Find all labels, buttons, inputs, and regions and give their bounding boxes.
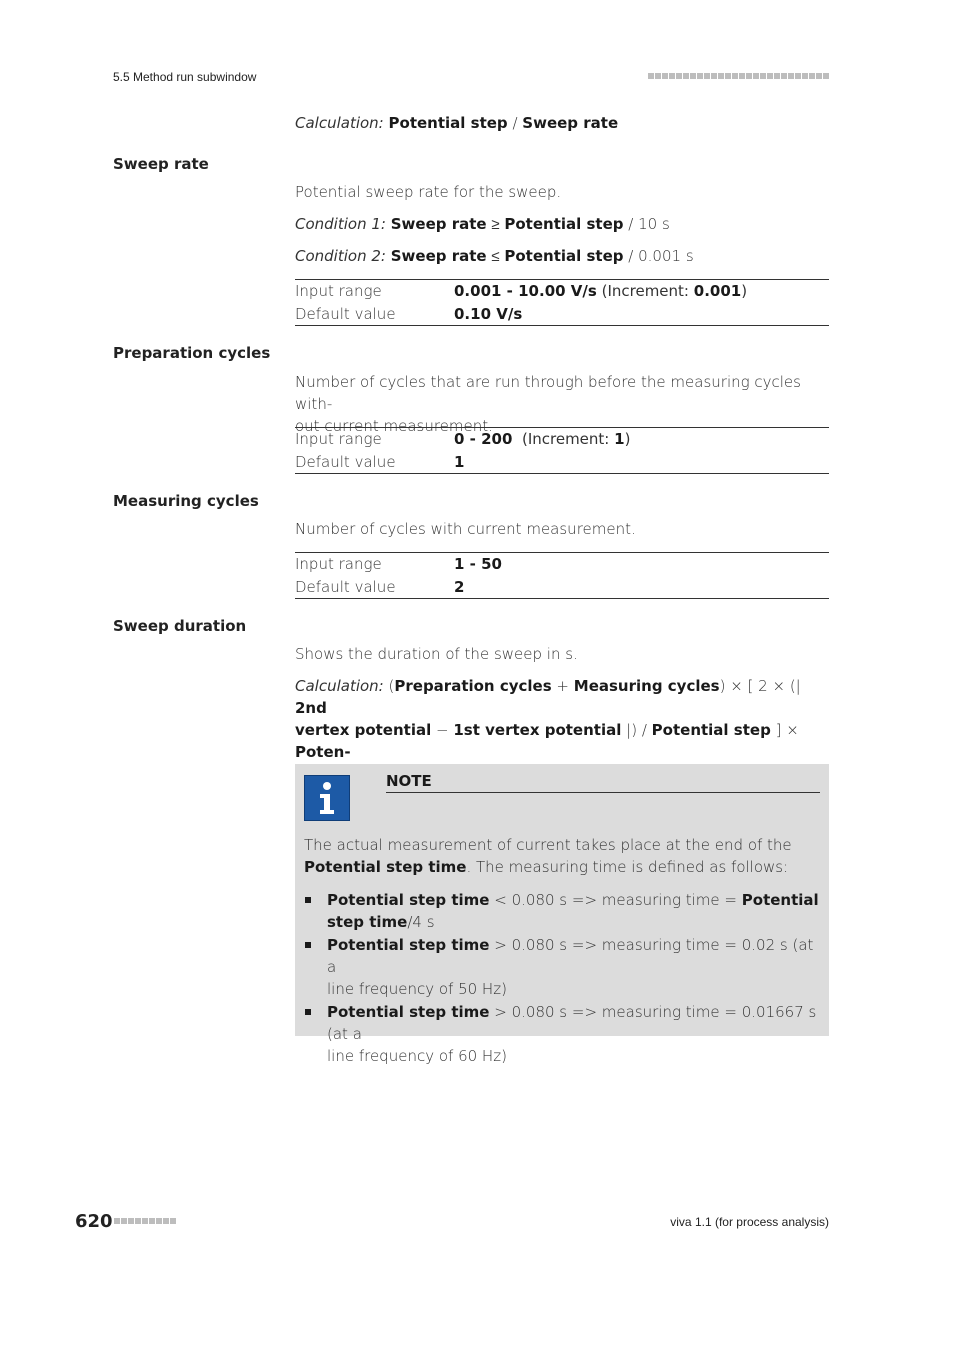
bullet-icon [305, 1009, 311, 1015]
section-title-sweep-duration: Sweep duration [113, 617, 247, 635]
header-decoration [648, 73, 829, 79]
sweep-duration-calculation: Calculation: (Preparation cycles + Measuring cycles) × [ 2 × (| 2nd vertex potential − 1st vertex potential |) / Potential step ] × Poten- [295, 677, 801, 761]
sweep-rate-condition-1: Condition 1: Sweep rate ≥ Potential step / 10 s [295, 215, 670, 233]
table-row: Default value 2 [295, 577, 465, 596]
list-item: Potential step time > 0.080 s => measuring time = 0.01667 s (at a line frequency of 60 Hz) [304, 1001, 824, 1067]
table-row: Default value 0.10 V/s [295, 304, 523, 323]
footer-decoration [114, 1218, 176, 1224]
list-item: Potential step time < 0.080 s => measuring time = Potential step time/4 s [304, 889, 824, 933]
preparation-cycles-description: Number of cycles that are run through before the measuring cycles with- out current measurement. [295, 373, 801, 435]
table-row: Input range 1 - 50 [295, 555, 502, 573]
table-row: Input range 0 - 200 (Increment: 1) [295, 430, 631, 448]
note-title: NOTE [386, 772, 820, 793]
note-text: The actual measurement of current takes place at the end of the Potential step time. The measuring time is defined as follows: [304, 836, 792, 876]
sweep-rate-table [295, 279, 829, 326]
sweep-rate-condition-2: Condition 2: Sweep rate ≤ Potential step / 0.001 s [295, 247, 694, 265]
running-header: 5.5 Method run subwindow [113, 70, 257, 84]
bullet-icon [305, 942, 311, 948]
note-bullet-list [304, 889, 824, 1068]
note-box [295, 764, 829, 1065]
preparation-cycles-table [295, 427, 829, 474]
measuring-cycles-table [295, 552, 829, 599]
list-item: Potential step time > 0.080 s => measuring time = 0.02 s (at a line frequency of 50 Hz) [304, 934, 824, 1000]
table-row: Input range 0.001 - 10.00 V/s (Increment: 0.001) [295, 282, 748, 300]
measuring-cycles-description: Number of cycles with current measurement. [295, 520, 636, 538]
section-title-preparation-cycles: Preparation cycles [113, 344, 271, 362]
sweep-rate-description: Potential sweep rate for the sweep. [295, 183, 562, 201]
sweep-duration-description: Shows the duration of the sweep in s. [295, 645, 578, 663]
calculation-line: Calculation: Potential step / Sweep rate [295, 114, 619, 132]
section-title-measuring-cycles: Measuring cycles [113, 492, 259, 510]
page-number: 620 [75, 1211, 113, 1232]
bullet-icon [305, 897, 311, 903]
info-icon [304, 775, 350, 821]
section-title-sweep-rate: Sweep rate [113, 155, 209, 173]
footer-product: viva 1.1 (for process analysis) [670, 1215, 829, 1229]
table-row: Default value 1 [295, 452, 465, 471]
